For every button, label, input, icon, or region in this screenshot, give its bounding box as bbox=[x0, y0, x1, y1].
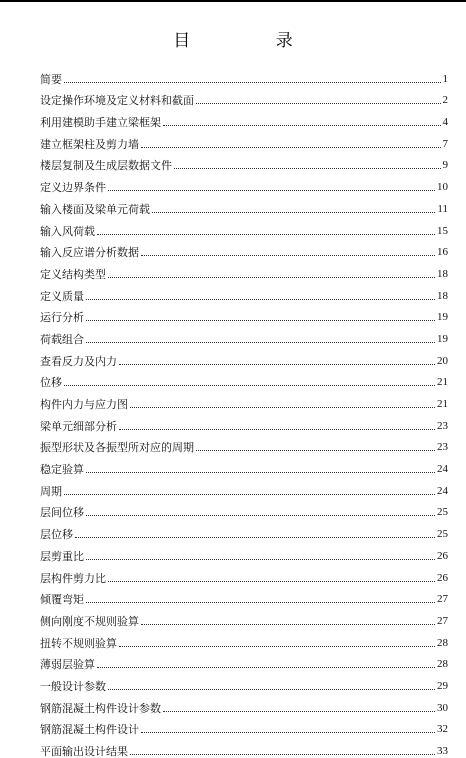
dot-leader bbox=[86, 602, 435, 603]
dot-leader bbox=[119, 364, 435, 365]
dot-leader bbox=[108, 581, 435, 582]
dot-leader bbox=[108, 689, 435, 690]
toc-entry[interactable] bbox=[40, 585, 448, 607]
toc-entry-title: 层间位移 bbox=[40, 506, 84, 520]
toc-entry[interactable] bbox=[40, 606, 448, 628]
toc-entry-page-number: 23 bbox=[437, 441, 448, 454]
dot-leader bbox=[141, 255, 435, 256]
dot-leader bbox=[141, 732, 435, 733]
toc-entry-page-number: 11 bbox=[437, 202, 448, 215]
dot-leader bbox=[86, 472, 435, 473]
dot-leader bbox=[163, 711, 435, 712]
dot-leader bbox=[174, 168, 441, 169]
toc-entry[interactable] bbox=[40, 454, 448, 476]
toc-entry-page-number: 7 bbox=[442, 137, 448, 150]
toc-entry[interactable] bbox=[40, 519, 448, 541]
toc-entry-title: 楼层复制及生成层数据文件 bbox=[40, 159, 172, 173]
toc-entry-page-number: 24 bbox=[437, 463, 448, 476]
dot-leader bbox=[97, 667, 435, 668]
toc-entry-title: 定义结构类型 bbox=[40, 267, 106, 281]
toc-entry-title: 设定操作环境及定义材料和截面 bbox=[40, 94, 194, 108]
toc-entry-page-number: 2 bbox=[442, 94, 448, 107]
toc-entry-title: 薄弱层验算 bbox=[40, 658, 95, 672]
toc-entry-page-number: 29 bbox=[437, 679, 448, 692]
toc-entry-title: 钢筋混凝土构件设计参数 bbox=[40, 701, 161, 715]
page-title: 目 录 bbox=[173, 31, 333, 51]
toc-entry-title: 周期 bbox=[40, 484, 62, 498]
toc-entry-page-number: 30 bbox=[437, 701, 448, 714]
toc-entry-title: 位移 bbox=[40, 376, 62, 390]
toc-entry-title: 定义质量 bbox=[40, 289, 84, 303]
toc-entry[interactable] bbox=[40, 259, 448, 281]
toc-entry-page-number: 32 bbox=[437, 723, 448, 736]
toc-entry-page-number: 26 bbox=[437, 549, 448, 562]
toc-entry-title: 输入反应谱分析数据 bbox=[40, 246, 139, 260]
toc-entry-page-number: 27 bbox=[437, 593, 448, 606]
toc-entry-page-number: 21 bbox=[437, 398, 448, 410]
dot-leader bbox=[196, 103, 441, 104]
toc-entry[interactable] bbox=[40, 498, 448, 520]
toc-entry-page-number: 25 bbox=[437, 528, 448, 541]
toc-entry-title: 一般设计参数 bbox=[40, 679, 106, 693]
toc-entry-title: 层剪重比 bbox=[40, 549, 84, 563]
toc-entry-title: 稳定验算 bbox=[40, 463, 84, 477]
toc-entry-page-number: 21 bbox=[437, 376, 448, 389]
dot-leader bbox=[97, 234, 435, 235]
dot-leader bbox=[86, 515, 435, 516]
toc-entry[interactable] bbox=[40, 563, 448, 585]
dot-leader bbox=[119, 429, 435, 430]
dot-leader bbox=[108, 277, 435, 278]
toc-entry-title: 梁单元细部分析 bbox=[40, 419, 117, 433]
dot-leader bbox=[130, 407, 435, 408]
toc-entry[interactable] bbox=[40, 476, 448, 498]
toc-entry[interactable] bbox=[40, 324, 448, 346]
dot-leader bbox=[86, 559, 435, 560]
toc-entry-title: 扭转不规则验算 bbox=[40, 636, 117, 650]
toc-entry-page-number: 26 bbox=[437, 571, 448, 584]
toc-entry-page-number: 28 bbox=[437, 636, 448, 649]
toc-entry-page-number: 28 bbox=[437, 658, 448, 671]
dot-leader bbox=[141, 147, 441, 148]
dot-leader bbox=[86, 342, 435, 343]
toc-entry-page-number: 16 bbox=[437, 246, 448, 259]
toc-entry[interactable] bbox=[40, 541, 448, 563]
toc-entry-title: 倾覆弯矩 bbox=[40, 593, 84, 607]
toc-entry-title: 层构件剪力比 bbox=[40, 571, 106, 585]
toc-entry[interactable] bbox=[40, 194, 448, 216]
toc-entry[interactable] bbox=[40, 715, 448, 737]
toc-entry[interactable] bbox=[40, 129, 448, 151]
dot-leader bbox=[86, 299, 435, 300]
top-border-rule bbox=[0, 0, 466, 2]
toc-entry[interactable] bbox=[40, 107, 448, 129]
toc-entry-title: 荷载组合 bbox=[40, 332, 84, 346]
toc-entry[interactable] bbox=[40, 216, 448, 238]
dot-leader bbox=[130, 754, 435, 755]
toc-entry-page-number: 1 bbox=[442, 72, 448, 85]
toc-entry-page-number: 33 bbox=[437, 745, 448, 757]
toc-entry-page-number: 18 bbox=[437, 289, 448, 302]
toc-entry-title: 定义边界条件 bbox=[40, 181, 106, 195]
toc-entry[interactable] bbox=[40, 433, 448, 455]
toc-entry[interactable] bbox=[40, 281, 448, 303]
dot-leader bbox=[108, 190, 435, 191]
toc-entry-title: 层位移 bbox=[40, 528, 73, 542]
toc-entry[interactable] bbox=[40, 238, 448, 260]
toc-entry-title: 运行分析 bbox=[40, 311, 84, 325]
toc-entry-page-number: 15 bbox=[437, 224, 448, 237]
toc-entry-title: 振型形状及各振型所对应的周期 bbox=[40, 441, 194, 455]
toc-entry-title: 查看反力及内力 bbox=[40, 354, 117, 368]
toc-entry[interactable] bbox=[40, 172, 448, 194]
dot-leader bbox=[163, 125, 441, 126]
toc-entry[interactable] bbox=[40, 628, 448, 650]
toc-entry-title: 输入楼面及梁单元荷载 bbox=[40, 202, 150, 216]
toc-entry-page-number: 4 bbox=[442, 116, 448, 129]
toc-entry[interactable] bbox=[40, 389, 448, 411]
dot-leader bbox=[119, 646, 435, 647]
toc-entry-title: 平面输出设计结果 bbox=[40, 745, 128, 758]
dot-leader bbox=[64, 494, 435, 495]
toc-entry-title: 输入风荷载 bbox=[40, 224, 95, 238]
dot-leader bbox=[152, 212, 435, 213]
dot-leader bbox=[75, 537, 435, 538]
toc-entry-page-number: 10 bbox=[437, 181, 448, 194]
table-of-contents bbox=[40, 64, 448, 758]
dot-leader bbox=[64, 385, 435, 386]
toc-entry-title: 侧向刚度不规则验算 bbox=[40, 614, 139, 628]
toc-entry-title: 钢筋混凝土构件设计 bbox=[40, 723, 139, 737]
toc-entry[interactable] bbox=[40, 151, 448, 173]
toc-entry[interactable] bbox=[40, 693, 448, 715]
toc-entry[interactable] bbox=[40, 86, 448, 108]
dot-leader bbox=[141, 624, 435, 625]
toc-entry-page-number: 9 bbox=[442, 159, 448, 172]
toc-entry[interactable] bbox=[40, 671, 448, 693]
toc-entry-page-number: 24 bbox=[437, 484, 448, 497]
toc-entry-title: 构件内力与应力图 bbox=[40, 398, 128, 411]
toc-entry-title: 利用建模助手建立梁框架 bbox=[40, 116, 161, 130]
toc-entry[interactable] bbox=[40, 736, 448, 758]
toc-entry[interactable] bbox=[40, 346, 448, 368]
dot-leader bbox=[64, 82, 441, 83]
dot-leader bbox=[86, 320, 435, 321]
toc-entry[interactable] bbox=[40, 650, 448, 672]
toc-entry-title: 简要 bbox=[40, 72, 62, 86]
toc-entry[interactable] bbox=[40, 411, 448, 433]
toc-entry-page-number: 19 bbox=[437, 332, 448, 345]
toc-entry[interactable] bbox=[40, 368, 448, 390]
toc-entry[interactable] bbox=[40, 64, 448, 86]
toc-entry-page-number: 27 bbox=[437, 614, 448, 627]
toc-entry-page-number: 25 bbox=[437, 506, 448, 519]
toc-entry[interactable] bbox=[40, 303, 448, 325]
toc-entry-page-number: 18 bbox=[437, 267, 448, 280]
dot-leader bbox=[196, 450, 435, 451]
toc-entry-page-number: 23 bbox=[437, 419, 448, 432]
toc-entry-title: 建立框架柱及剪力墙 bbox=[40, 137, 139, 151]
toc-entry-page-number: 19 bbox=[437, 311, 448, 324]
toc-entry-page-number: 20 bbox=[437, 354, 448, 367]
